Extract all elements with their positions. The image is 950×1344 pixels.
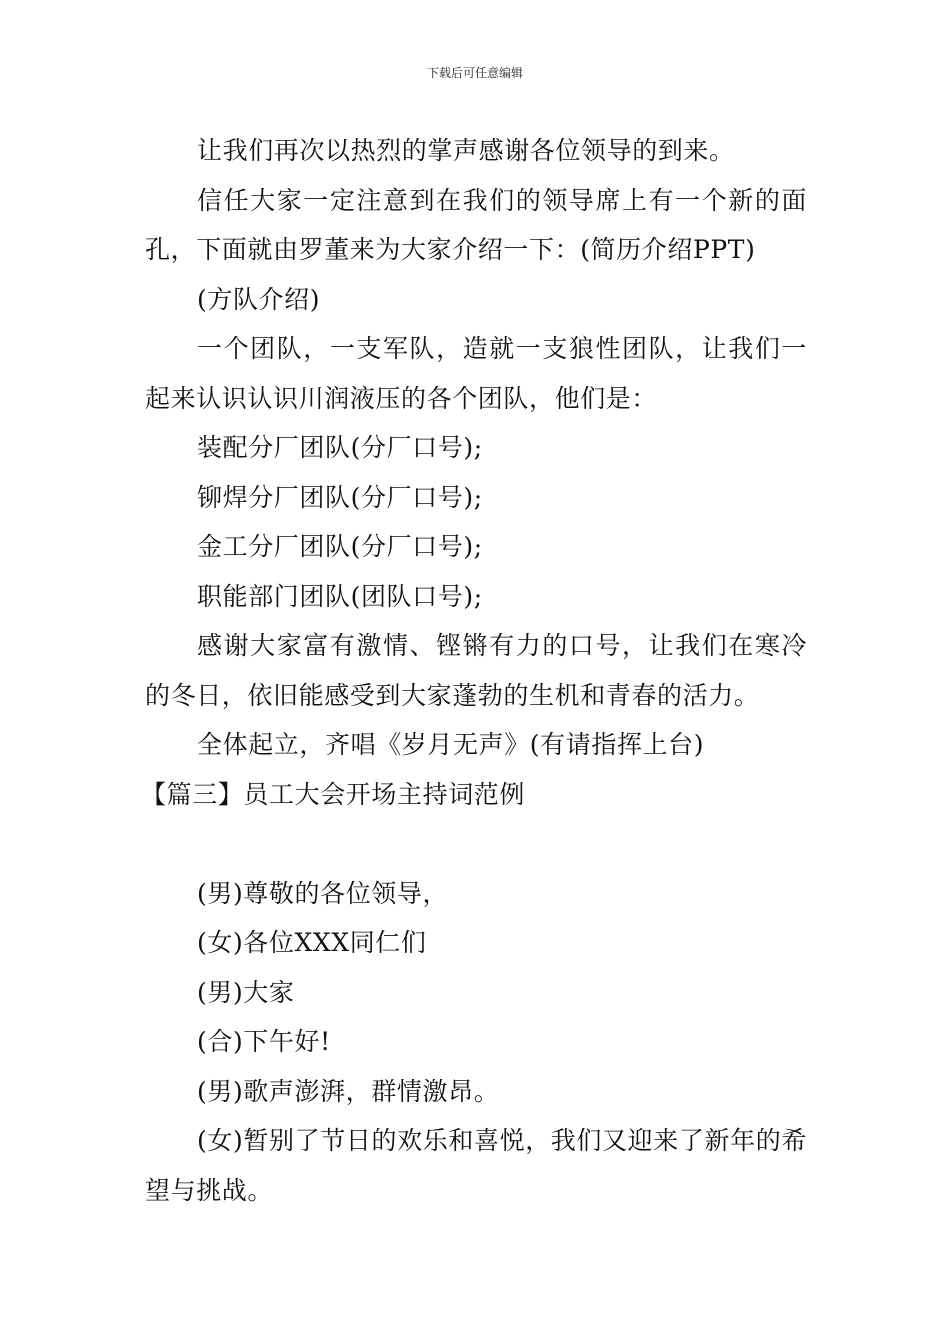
paragraph: (合)下午好!	[197, 1027, 331, 1056]
document-body	[141, 126, 807, 1215]
paragraph: (方队介绍)	[197, 284, 321, 314]
paragraph: (女)暂别了节日的欢乐和喜悦，我们又迎来了新年的希望与挑战。	[145, 1126, 807, 1205]
paragraph: (男)歌声澎湃，群情激昂。	[197, 1076, 500, 1106]
section-heading: 【篇三】员工大会开场主持词范例	[141, 779, 526, 809]
paragraph: 装配分厂团队(分厂口号);	[197, 433, 483, 462]
paragraph: 金工分厂团队(分厂口号);	[197, 532, 483, 561]
paragraph: 让我们再次以热烈的掌声感谢各位领导的到来。	[197, 136, 735, 165]
paragraph: 信任大家一定注意到在我们的领导席上有一个新的面孔，下面就由罗董来为大家介绍一下：(简历介绍PPT)	[145, 185, 807, 264]
paragraph: (男)大家	[197, 977, 295, 1007]
paragraph: 铆焊分厂团队(分厂口号);	[197, 482, 483, 512]
paragraph: 一个团队，一支军队，造就一支狼性团队，让我们一起来认识认识川润液压的各个团队，他们是：	[145, 334, 807, 413]
page-header: 下载后可任意编辑	[426, 66, 523, 80]
paragraph: (男)尊敬的各位领导，	[197, 878, 449, 908]
paragraph: 全体起立，齐唱《岁月无声》(有请指挥上台)	[197, 730, 705, 759]
blank-line	[145, 819, 807, 869]
paragraph: 感谢大家富有激情、铿锵有力的口号，让我们在寒冷的冬日，依旧能感受到大家蓬勃的生机和青春的活力。	[145, 631, 807, 710]
paragraph: (女)各位XXX同仁们	[197, 928, 427, 957]
paragraph: 职能部门团队(团队口号);	[197, 581, 483, 611]
